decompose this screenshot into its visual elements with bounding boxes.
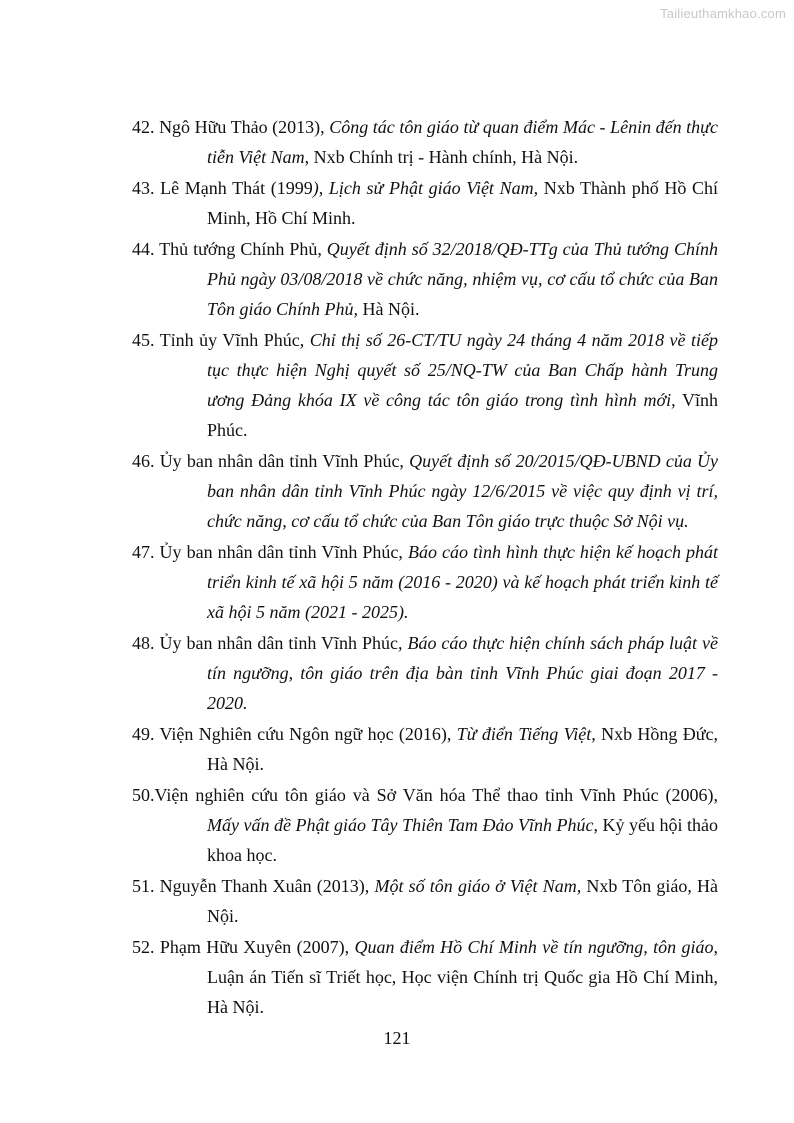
reference-publisher: , Luận án Tiến sĩ Triết học, Học viện Chính trị Quốc gia Hồ Chí Minh, Hà Nội. [207,937,719,1017]
reference-title: Chỉ thị số 26-CT/TU ngày 24 tháng 4 năm 2018 về tiếp tục thực hiện Nghị quyết số 25/NQ-TW của Ban Chấp hành Trung ương Đảng khóa IX về công tác tôn giáo trong tình hình mới, [207,330,718,410]
reference-number: 51. [132,876,155,896]
reference-title: Quyết định số 32/2018/QĐ-TTg của Thủ tướng Chính Phủ ngày 03/08/2018 về chức năng, nhiệm vụ, cơ cấu tổ chức của Ban Tôn giáo Chính Phủ, [207,239,718,319]
reference-author: Phạm Hữu Xuyên (2007), [159,937,355,957]
reference-publisher: Vĩnh Phúc. [207,390,718,440]
reference-number: 49. [132,724,155,744]
reference-publisher: Nxb Tôn giáo, Hà Nội. [207,876,719,926]
reference-publisher: , Kỷ yếu hội thảo khoa học. [207,815,718,865]
reference-number: 42. [132,117,155,137]
reference-author: Lê Mạnh Thát (1999 [160,178,313,198]
reference-author: Thủ tướng Chính Phủ, [159,239,327,259]
reference-item [132,932,718,1022]
reference-title: ), Lịch sử Phật giáo Việt Nam, [312,178,539,198]
reference-item [132,537,718,627]
page-number: 121 [383,1028,411,1048]
reference-title: Từ điển Tiếng Việt, [456,724,596,744]
reference-item [132,234,718,324]
reference-author: Nguyễn Thanh Xuân (2013), [159,876,375,896]
reference-title: Một số tôn giáo ở Việt Nam, [374,876,582,896]
reference-number: 50. [132,785,155,805]
reference-item [132,780,718,870]
reference-number: 52. [132,937,155,957]
reference-number: 47. [132,542,155,562]
reference-title: Quyết định số 20/2015/QĐ-UBND của Ủy ban nhân dân tỉnh Vĩnh Phúc ngày 12/6/2015 về việc quy định vị trí, chức năng, cơ cấu tổ chức của Ban Tôn giáo trực thuộc Sở Nội vụ. [207,451,718,531]
reference-number: 44. [132,239,155,259]
reference-title: Công tác tôn giáo từ quan điểm Mác - Lênin đến thực tiễn Việt Nam [207,117,718,167]
reference-author: Viện Nghiên cứu Ngôn ngữ học (2016), [159,724,457,744]
reference-publisher: Nxb Hồng Đức, Hà Nội. [207,724,718,774]
reference-author: Ngô Hữu Thảo (2013), [159,117,330,137]
reference-title: Báo cáo thực hiện chính sách pháp luật về tín ngưỡng, tôn giáo trên địa bàn tỉnh Vĩnh Phúc giai đoạn 2017 - 2020. [207,633,718,713]
reference-number: 48. [132,633,155,653]
reference-publisher: Nxb Thành phố Hồ Chí Minh, Hồ Chí Minh. [207,178,718,228]
reference-author: Viện nghiên cứu tôn giáo và Sở Văn hóa Thể thao tỉnh Vĩnh Phúc (2006), [154,785,718,805]
reference-publisher: Hà Nội. [358,299,420,319]
reference-title: Mấy vấn đề Phật giáo Tây Thiên Tam Đảo Vĩnh Phúc [207,815,594,835]
reference-item [132,446,718,536]
reference-author: Ủy ban nhân dân tỉnh Vĩnh Phúc, [159,542,408,562]
watermark-text: Tailieuthamkhao.com [660,6,786,21]
reference-item [132,112,718,172]
reference-author: Ủy ban nhân dân tỉnh Vĩnh Phúc, [159,633,408,653]
reference-number: 46. [132,451,155,471]
reference-title: Quan điểm Hồ Chí Minh về tín ngưỡng, tôn giáo [354,937,714,957]
reference-item [132,628,718,718]
reference-item [132,719,718,779]
reference-list [132,112,718,1023]
reference-author: Tỉnh ủy Vĩnh Phúc, [159,330,310,350]
reference-title: Báo cáo tình hình thực hiện kế hoạch phát triển kinh tế xã hội 5 năm (2016 - 2020) và kế hoạch phát triển kinh tế xã hội 5 năm (2021 - 2025). [207,542,718,622]
reference-item [132,325,718,445]
reference-number: 45. [132,330,155,350]
reference-author: Ủy ban nhân dân tỉnh Vĩnh Phúc, [159,451,410,471]
reference-number: 43. [132,178,155,198]
reference-publisher: , Nxb Chính trị - Hành chính, Hà Nội. [304,147,579,167]
reference-item [132,871,718,931]
reference-item [132,173,718,233]
